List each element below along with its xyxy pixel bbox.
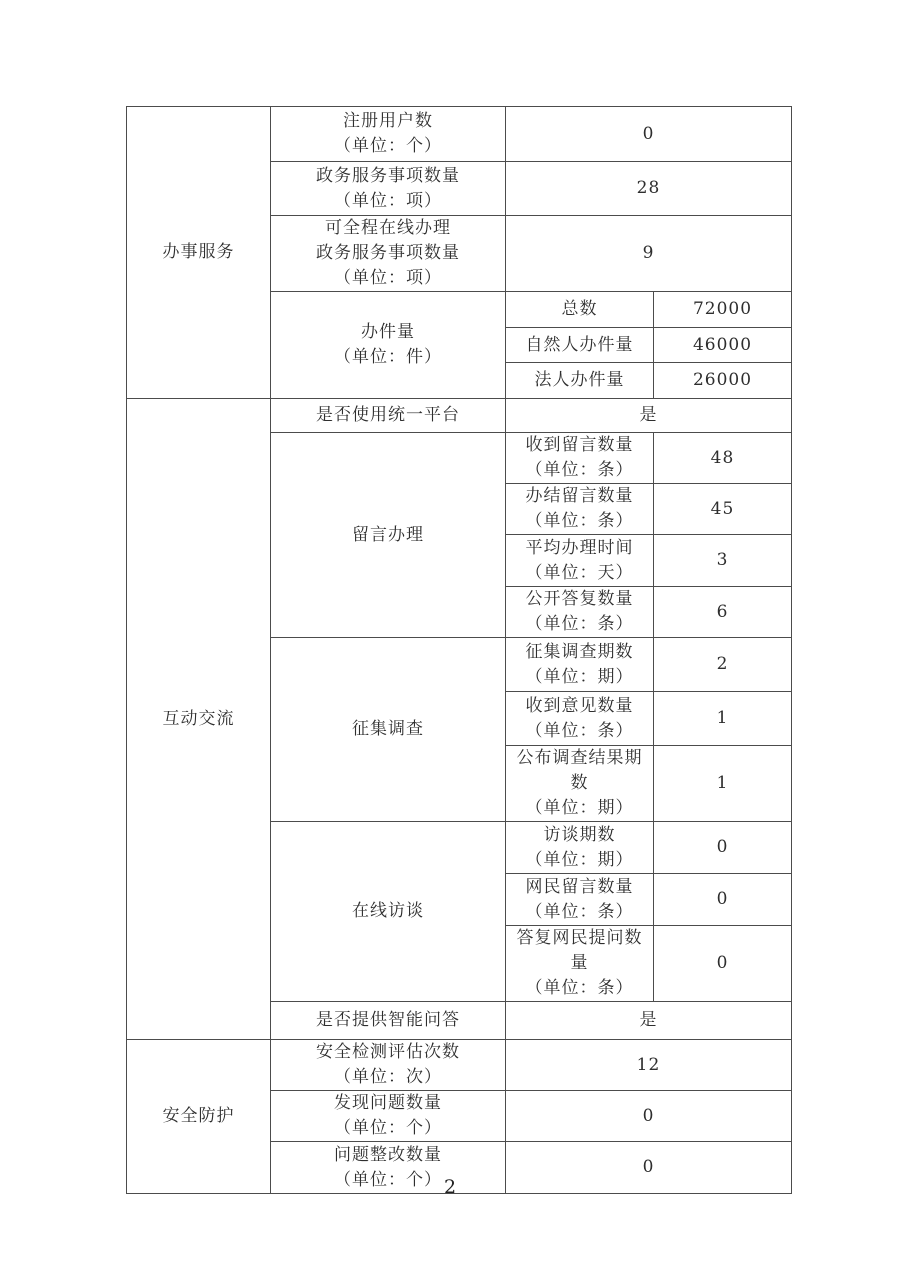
category-cell-interaction (127, 399, 271, 1040)
value-registered-users: 0 (506, 107, 792, 162)
value-messages-received: 48 (654, 433, 792, 484)
item-label-smart-qa: 是否提供智能问答 (271, 1002, 506, 1040)
value-volume-total: 72000 (654, 292, 792, 328)
value-interview-periods: 0 (654, 822, 792, 874)
sub-label-netizen-messages: 网民留言数量 （单位：条） (506, 874, 654, 926)
value-security-checks: 12 (506, 1040, 792, 1091)
value-public-replies: 6 (654, 587, 792, 638)
value-questions-answered: 0 (654, 926, 792, 1002)
value-survey-periods: 2 (654, 638, 792, 692)
value-average-time: 3 (654, 535, 792, 587)
sub-label-public-replies: 公开答复数量 （单位：条） (506, 587, 654, 638)
sub-label-volume-legal: 法人办件量 (506, 363, 654, 399)
sub-label-volume-natural: 自然人办件量 (506, 328, 654, 363)
sub-label-survey-periods: 征集调查期数 （单位：期） (506, 638, 654, 692)
page-number: 2 (443, 1176, 457, 1198)
item-label-problems-fixed: 问题整改数量 （单位：个） (271, 1142, 506, 1194)
value-volume-natural: 46000 (654, 328, 792, 363)
sub-label-average-time: 平均办理时间 （单位：天） (506, 535, 654, 587)
item-label-problems-found: 发现问题数量 （单位：个） (271, 1091, 506, 1142)
item-label-interview: 在线访谈 (271, 822, 506, 1002)
report-table (126, 106, 792, 1194)
item-label-survey: 征集调查 (271, 638, 506, 822)
value-messages-completed: 45 (654, 484, 792, 535)
sub-label-volume-total: 总数 (506, 292, 654, 328)
item-label-unified-platform: 是否使用统一平台 (271, 399, 506, 433)
sub-label-opinions-received: 收到意见数量 （单位：条） (506, 692, 654, 746)
sub-label-results-published: 公布调查结果期数 （单位：期） (506, 746, 654, 822)
item-label-security-checks: 安全检测评估次数 （单位：次） (271, 1040, 506, 1091)
value-opinions-received: 1 (654, 692, 792, 746)
table-row (127, 1040, 792, 1091)
value-online-items: 9 (506, 216, 792, 292)
sub-label-questions-answered: 答复网民提问数量 （单位：条） (506, 926, 654, 1002)
value-volume-legal: 26000 (654, 363, 792, 399)
category-label: 办事服务 (162, 242, 235, 262)
value-netizen-messages: 0 (654, 874, 792, 926)
category-label: 互动交流 (162, 708, 235, 729)
value-problems-fixed: 0 (506, 1142, 792, 1194)
sub-label-messages-received: 收到留言数量 （单位：条） (506, 433, 654, 484)
value-problems-found: 0 (506, 1091, 792, 1142)
item-label-gov-items: 政务服务事项数量 （单位：项） (271, 162, 506, 216)
sub-label-messages-completed: 办结留言数量 （单位：条） (506, 484, 654, 535)
category-label: 安全防护 (162, 1106, 235, 1126)
value-smart-qa: 是 (506, 1002, 792, 1040)
value-unified-platform: 是 (506, 399, 792, 433)
item-label-message-handling: 留言办理 (271, 433, 506, 638)
sub-label-interview-periods: 访谈期数 （单位：期） (506, 822, 654, 874)
value-gov-items: 28 (506, 162, 792, 216)
value-results-published: 1 (654, 746, 792, 822)
table-row (127, 107, 792, 162)
item-label-registered-users: 注册用户数 （单位：个） (271, 107, 506, 162)
item-label-online-items: 可全程在线办理 政务服务事项数量 （单位：项） (271, 216, 506, 292)
table-row (127, 399, 792, 433)
item-label-volume: 办件量 （单位：件） (271, 292, 506, 399)
category-cell-service (127, 107, 271, 399)
category-cell-security (127, 1040, 271, 1194)
